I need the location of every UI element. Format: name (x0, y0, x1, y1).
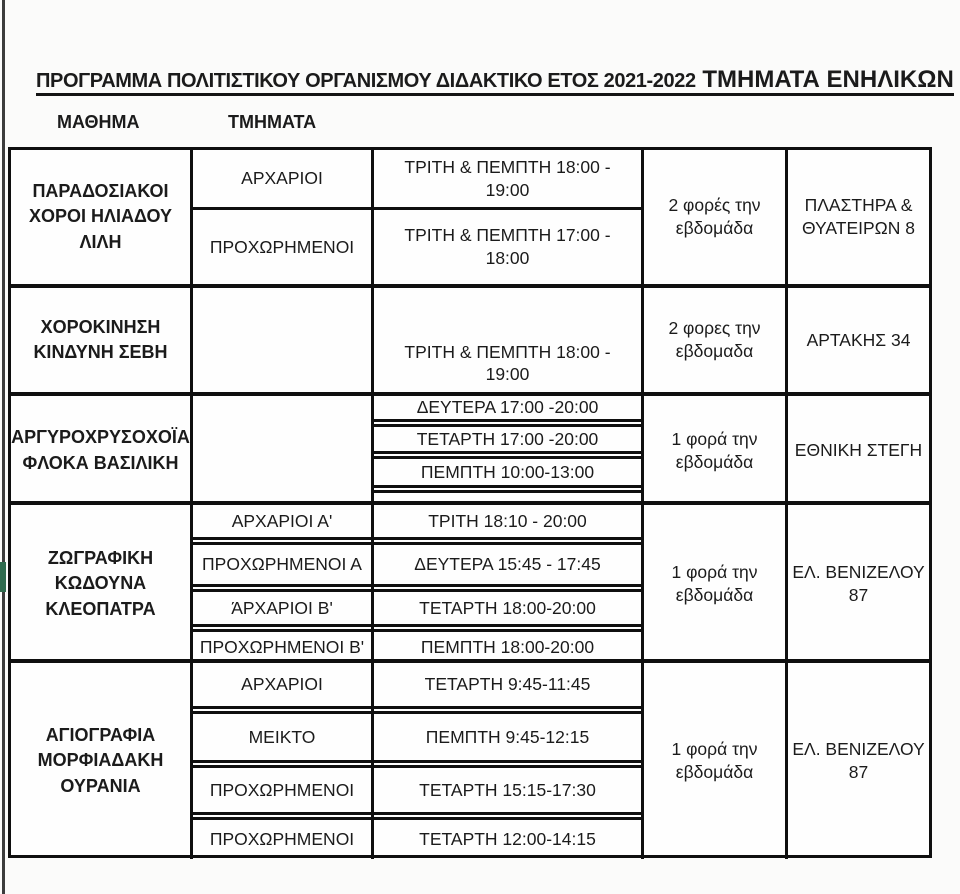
column-header-sections: ΤΜΗΜΑΤΑ (228, 112, 317, 132)
location-cell: ΕΛ. ΒΕΝΙΖΕΛΟΥ 87 (785, 663, 929, 859)
section-box: ΠΡΟΧΩΡΗΜΕΝΟΙ (209, 236, 355, 257)
sections-cell (190, 505, 371, 663)
table-row (11, 392, 929, 501)
title-main-text: ΠΡΟΓΡΑΜΜΑ ΠΟΛΙΤΙΣΤΙΚΟΥ ΟΡΓΑΝΙΣΜΟΥ ΔΙΔΑΚΤΙΚΟ ΕΤΟΣ 2021-2022 (36, 70, 696, 92)
time-box: ΤΕΤΑΡΤΗ 15:15-17:30 (374, 765, 641, 815)
document-title-underline (36, 66, 954, 96)
times-cell (371, 505, 641, 663)
course-cell: ΠΑΡΑΔΟΣΙΑΚΟΙ ΧΟΡΟΙ ΗΛΙΑΔΟΥ ΛΙΛΗ (29, 181, 172, 252)
section-box: ΆΡΧΑΡΙΟΙ Β' (193, 589, 371, 627)
location-cell: ΑΡΤΑΚΗΣ 34 (785, 288, 929, 392)
time-box: ΔΕΥΤΕΡΑ 17:00 -20:00 (374, 396, 641, 422)
title-suffix-text: ΤΜΗΜΑΤΑ ΕΝΗΛΙΚΩΝ (695, 66, 954, 93)
frequency-cell: 2 φορές την εβδομάδα (641, 150, 785, 284)
column-header-course: ΜΑΘΗΜΑ (57, 112, 140, 132)
table-row (11, 659, 929, 855)
section-box: ΑΡΧΑΡΙΟΙ (193, 150, 371, 210)
table-row (11, 150, 929, 284)
course-cell: ΧΟΡΟΚΙΝΗΣΗ ΚΙΝΔΥΝΗ ΣΕΒΗ (33, 316, 168, 362)
schedule-table (8, 147, 932, 858)
sections-cell-empty (190, 396, 371, 505)
section-box: ΠΡΟΧΩΡΗΜΕΝΟΙ Α (193, 542, 371, 587)
time-box: ΔΕΥΤΕΡΑ 15:45 - 17:45 (374, 542, 641, 587)
course-cell: ΑΓΙΟΓΡΑΦΙΑ ΜΟΡΦΙΑΔΑΚΗ ΟΥΡΑΝΙΑ (37, 725, 164, 796)
sections-cell-empty (190, 288, 371, 392)
times-cell (371, 396, 641, 505)
time-box: ΤΕΤΑΡΤΗ 12:00-14:15 (374, 817, 641, 859)
time-box: ΤΡΙΤΗ & ΠΕΜΠΤΗ 17:00 - 18:00 (404, 225, 611, 268)
time-box: ΤΕΤΑΡΤΗ 18:00-20:00 (374, 589, 641, 627)
page-edge-line (2, 0, 5, 894)
time-box: ΤΕΤΑΡΤΗ 17:00 -20:00 (374, 424, 641, 454)
location-cell: ΠΛΑΣΤΗΡΑ & ΘΥΑΤΕΙΡΩΝ 8 (785, 150, 929, 284)
time-box: ΤΡΙΤΗ & ΠΕΜΠΤΗ 18:00 - 19:00 (404, 341, 611, 385)
section-box: ΑΡΧΑΡΙΟΙ (193, 663, 371, 709)
course-cell: ΖΩΓΡΑΦΙΚΗ ΚΩΔΟΥΝΑ ΚΛΕΟΠΑΤΡΑ (45, 548, 156, 619)
location-cell: ΕΛ. ΒΕΝΙΖΕΛΟΥ 87 (785, 505, 929, 663)
table-row (11, 284, 929, 392)
frequency-cell: 2 φορες την εβδομαδα (641, 288, 785, 392)
section-box: ΜΕΙΚΤΟ (193, 711, 371, 763)
frequency-cell: 1 φορά την εβδομάδα (641, 505, 785, 663)
table-row (11, 501, 929, 659)
time-box: ΠΕΜΠΤΗ 18:00-20:00 (374, 629, 641, 663)
times-cell (371, 663, 641, 859)
location-cell: ΕΘΝΙΚΗ ΣΤΕΓΗ (785, 396, 929, 505)
time-box: ΤΡΙΤΗ 18:10 - 20:00 (374, 505, 641, 540)
document-title (36, 66, 954, 94)
section-box: ΠΡΟΧΩΡΗΜΕΝΟΙ (193, 817, 371, 859)
sections-cell (190, 663, 371, 859)
times-cell (371, 150, 641, 284)
time-box: ΤΕΤΑΡΤΗ 9:45-11:45 (374, 663, 641, 709)
time-box-empty (374, 490, 641, 505)
time-box: ΠΕΜΠΤΗ 9:45-12:15 (374, 711, 641, 763)
course-cell: ΑΡΓΥΡΟΧΡΥΣΟΧΟΪΑ ΦΛΟΚΑ ΒΑΣΙΛΙΚΗ (11, 427, 190, 473)
section-box: ΠΡΟΧΩΡΗΜΕΝΟΙ (193, 765, 371, 815)
section-box: ΑΡΧΑΡΙΟΙ Α' (193, 505, 371, 540)
sections-cell (190, 150, 371, 284)
frequency-cell: 1 φορά την εβδομάδα (641, 663, 785, 859)
frequency-cell: 1 φορά την εβδομάδα (641, 396, 785, 505)
section-box: ΠΡΟΧΩΡΗΜΕΝΟΙ Β' (193, 629, 371, 663)
times-cell (371, 288, 641, 392)
time-box: ΠΕΜΠΤΗ 10:00-13:00 (374, 456, 641, 488)
time-box: ΤΡΙΤΗ & ΠΕΜΠΤΗ 18:00 - 19:00 (374, 150, 641, 210)
green-edge-mark (0, 562, 6, 592)
